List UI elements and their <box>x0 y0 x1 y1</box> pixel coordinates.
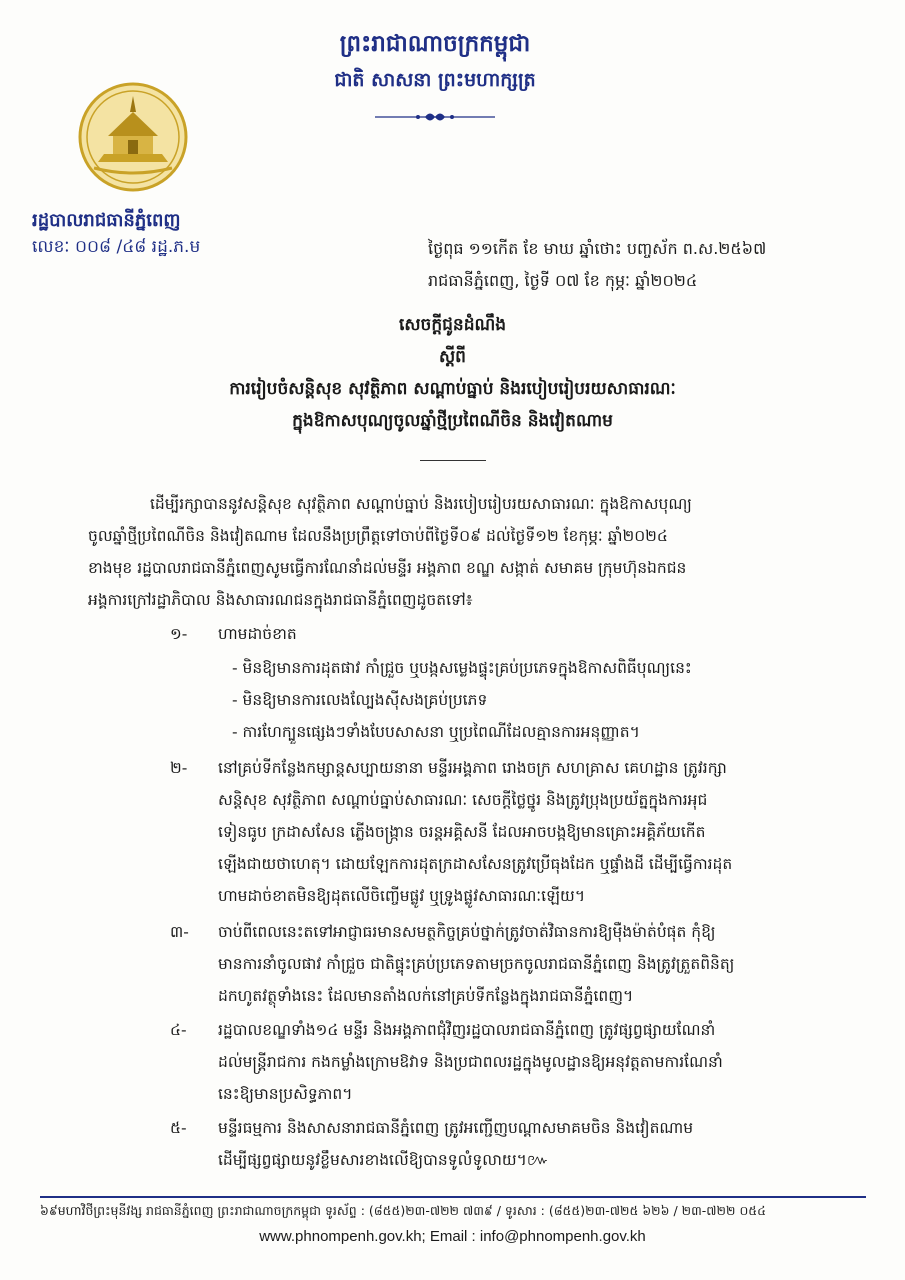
lunar-date: ថ្ងៃពុធ ១១កើត ខែ មាឃ ឆ្នាំថោះ បញ្ចស័ក ព.ស.២៥៦៧ <box>428 239 767 258</box>
intro-line: ដើម្បីរក្សាបាននូវសន្តិសុខ សុវត្ថិភាព សណ្តាប់ធ្នាប់ និងរបៀបរៀបរយសាធារណៈ ក្នុងឱកាសបុណ្យ <box>150 495 692 513</box>
title-separator <box>420 460 486 461</box>
sub-item: - មិនឱ្យមានការដុតផាវ កាំជ្រួច ឬបង្កសម្លេងផ្ទុះគ្រប់ប្រភេទក្នុងឱកាសពិធីបុណ្យនេះ <box>232 659 692 677</box>
footer-contact[interactable]: www.phnompenh.gov.kh; Email : info@phnompenh.gov.kh <box>259 1228 646 1245</box>
ornament-divider-icon <box>375 110 495 124</box>
document-subject-line1: ការរៀបចំសន្តិសុខ សុវត្ថិភាព សណ្តាប់ធ្នាប់ និងរបៀបរៀបរយសាធារណៈ <box>229 379 676 399</box>
intro-line: ខាងមុខ រដ្ឋបាលរាជធានីភ្នំពេញសូមធ្វើការណែនាំដល់មន្ទីរ អង្គភាព ខណ្ឌ សង្កាត់ សមាគម ក្រុមហ៊ុនឯកជន <box>88 559 687 577</box>
item-number: ៣- <box>170 923 189 941</box>
item-number: ២- <box>170 759 188 777</box>
item-line: ទៀនធូប ក្រដាសសែន ភ្លើងចង្ក្រាន ចរន្តអគ្គិសនី ដែលអាចបង្កឱ្យមានគ្រោះអគ្គិភ័យកើត <box>218 823 706 841</box>
item-line: ដើម្បីផ្សព្វផ្សាយនូវខ្លឹមសារខាងលើឱ្យបានទូលំទូលាយ។៚ <box>218 1151 549 1169</box>
item-line: ដកហូតវត្ថុទាំងនេះ ដែលមានតាំងលក់នៅគ្រប់ទីកន្លែងក្នុងរាជធានីភ្នំពេញ។ <box>218 987 634 1005</box>
item-title: ហាមដាច់ខាត <box>218 625 297 643</box>
item-number: ១- <box>170 625 188 643</box>
item-number: ៥- <box>170 1119 187 1137</box>
document-subject-line2: ក្នុងឱកាសបុណ្យចូលឆ្នាំថ្មីប្រពៃណីចិន និងវៀតណាម <box>292 411 613 431</box>
document-title: សេចក្តីជូនដំណឹង <box>398 315 507 335</box>
item-line: រដ្ឋបាលខណ្ឌទាំង១៤ មន្ទីរ និងអង្គភាពជុំវិញរដ្ឋបាលរាជធានីភ្នំពេញ ត្រូវផ្សព្វផ្សាយណែនាំ <box>218 1021 716 1039</box>
issuing-authority: រដ្ឋបាលរាជធានីភ្នំពេញ <box>32 210 181 231</box>
item-line: សន្តិសុខ សុវត្ថិភាព សណ្តាប់ធ្នាប់សាធារណៈ សេចក្តីថ្លៃថ្នូរ និងត្រូវប្រុងប្រយ័ត្នក្នុងការអុជ <box>218 791 708 809</box>
item-line: មន្ទីរធម្មការ និងសាសនារាជធានីភ្នំពេញ ត្រូវអញ្ជើញបណ្តាសមាគមចិន និងវៀតណាម <box>218 1119 694 1137</box>
item-line: ហាមដាច់ខាតមិនឱ្យដុតលើចិញ្ចើមផ្លូវ ឬទ្រូងផ្លូវសាធារណៈឡើយ។ <box>218 887 586 905</box>
intro-line: អង្គការក្រៅរដ្ឋាភិបាល និងសាធារណជនក្នុងរាជធានីភ្នំពេញដូចតទៅ៖ <box>88 591 473 609</box>
reference-number: លេខៈ ០០៨ /៤៨ រដ្ឋ.ភ.ម <box>32 237 201 257</box>
footer-rule <box>40 1196 866 1198</box>
sub-item: - មិនឱ្យមានការលេងល្បែងស៊ីសងគ្រប់ប្រភេទ <box>232 691 488 709</box>
item-line: ចាប់ពីពេលនេះតទៅអាជ្ញាធរមានសមត្ថកិច្ចគ្រប់ថ្នាក់ត្រូវចាត់វិធានការឱ្យម៉ឺងម៉ាត់បំផុត កុំឱ្យ <box>218 923 716 941</box>
item-line: ដល់មន្ត្រីរាជការ កងកម្លាំងក្រោមឱវាទ និងប្រជាពលរដ្ឋក្នុងមូលដ្ឋានឱ្យអនុវត្តតាមការណែនាំ <box>218 1053 723 1071</box>
item-number: ៤- <box>170 1021 187 1039</box>
item-line: នៅគ្រប់ទីកន្លែងកម្សាន្តសប្បាយនានា មន្ទីរអង្គភាព រោងចក្រ សហគ្រាស គេហដ្ឋាន ត្រូវរក្សា <box>218 759 727 777</box>
solar-date: រាជធានីភ្នំពេញ, ថ្ងៃទី ០៧ ខែ កុម្ភៈ ឆ្នាំ២០២៤ <box>428 271 698 290</box>
municipal-seal-icon <box>78 82 188 192</box>
intro-line: ចូលឆ្នាំថ្មីប្រពៃណីចិន និងវៀតណាម ដែលនឹងប្រព្រឹត្តទៅចាប់ពីថ្ងៃទី០៩ ដល់ថ្ងៃទី១២ ខែកុម្ភៈ ឆ្នាំ២០២៤ <box>88 527 668 545</box>
footer-address: ៦៩មហាវិថីព្រះមុនីវង្ស រាជធានីភ្នំពេញ ព្រះរាជាណាចក្រកម្ពុជា ទូរស័ព្ទ : (៨៥៥)២៣-៧២២ ៧៣៩ / ទូរសារ : (៨៥៥)២៣-៧២៥ ៦២៦ / ២៣-៧២២ ០៥៤ <box>40 1203 766 1218</box>
item-line: មានការនាំចូលផាវ កាំជ្រួច ជាតិផ្ទុះគ្រប់ប្រភេទតាមច្រកចូលរាជធានីភ្នំពេញ និងត្រូវត្រួតពិនិត្យ <box>218 955 735 973</box>
national-motto: ជាតិ សាសនា ព្រះមហាក្សត្រ <box>334 69 536 91</box>
document-title-about: ស្តីពី <box>439 347 466 367</box>
kingdom-heading: ព្រះរាជាណាចក្រកម្ពុជា <box>339 31 531 57</box>
item-line: ឡើងជាយថាហេតុ។ ដោយឡែកការដុតក្រដាសសែនត្រូវប្រើធុងដែក ឬផ្ទាំងដី ដើម្បីធ្វើការដុត <box>218 855 733 873</box>
item-line: នេះឱ្យមានប្រសិទ្ធភាព។ <box>218 1085 353 1103</box>
sub-item: - ការហែក្បួនផ្សេងៗទាំងបែបសាសនា ឬប្រពៃណីដែលគ្មានការអនុញ្ញាត។ <box>232 723 640 741</box>
